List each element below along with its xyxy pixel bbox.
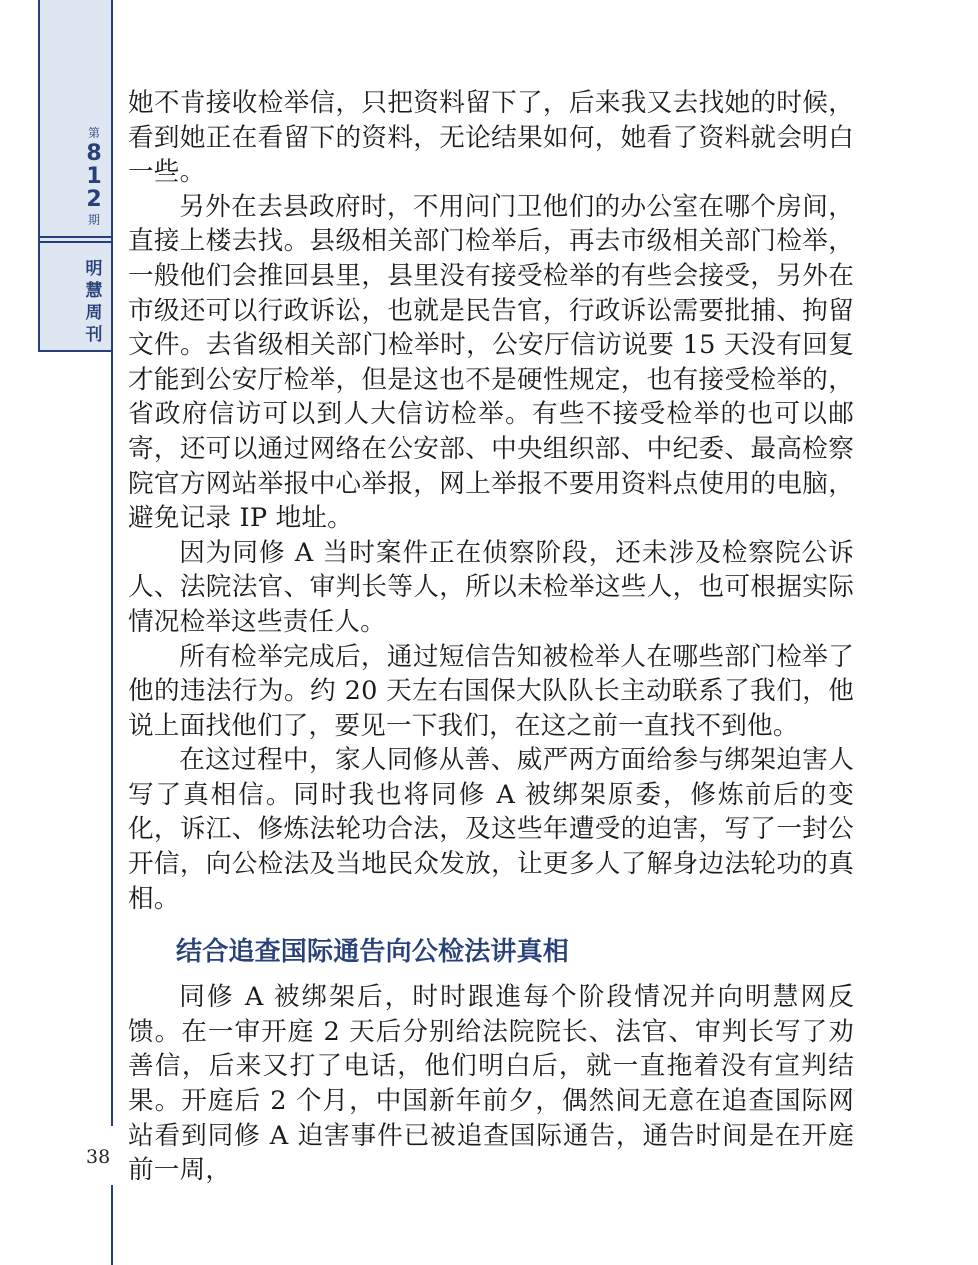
issue-digit: 2 bbox=[86, 187, 102, 212]
paragraph: 另外在去县政府时，不用问门卫他们的办公室在哪个房间，直接上楼去找。县级相关部门检举后，再去市级相关部门检举，一般他们会推回县里，县里没有接受检举的有些会接受，另外在市级还可以行政诉讼，也就是民告官，行政诉讼需要批捕、拘留文件。去省级相关部门检举时，公安厅信访说要 15 天没有回复才能到公安厅检举，但是这也不是硬性规定，也有接受检举的，省政府信访可以到人大信访检举。有些不接受检举的也可以邮寄，还可以通过网络在公安部、中央组织部、中纪委、最高检察院官方网站举报中心举报，网上举报不要用资料点使用的电脑，避免记录 IP 地址。 bbox=[128, 191, 854, 534]
sidebar-bottom-line bbox=[38, 350, 112, 352]
paragraph: 所有检举完成后，通过短信告知被检举人在哪些部门检举了他的违法行为。约 20 天左右国保大队队长主动联系了我们，他说上面找他们了，要见一下我们，在这之前一直找不到他。 bbox=[128, 641, 854, 741]
issue-digit: 8 bbox=[86, 141, 102, 166]
spine-line-lower bbox=[111, 1185, 113, 1265]
section-heading: 结合追查国际通告向公检法讲真相 bbox=[176, 937, 570, 968]
magazine-char: 刊 bbox=[85, 325, 103, 345]
sidebar-divider-top bbox=[38, 236, 112, 238]
paragraph: 在这过程中，家人同修从善、威严两方面给参与绑架迫害人写了真相信。同时我也将同修 A 被绑架原委，修炼前后的变化，诉江、修炼法轮功合法，及这些年遭受的迫害，写了一封公开信，向公检法及当地民众发放，让更多人了解身边法轮功的真相。 bbox=[128, 745, 854, 914]
magazine-name bbox=[78, 258, 110, 346]
magazine-char: 慧 bbox=[85, 281, 103, 301]
magazine-char: 明 bbox=[85, 259, 103, 279]
issue-number bbox=[78, 124, 110, 229]
magazine-char: 周 bbox=[85, 303, 103, 323]
paragraph: 因为同修 A 当时案件正在侦察阶段，还未涉及检察院公诉人、法院法官、审判长等人，所以未检举这些人，也可根据实际情况检举这些责任人。 bbox=[128, 537, 854, 637]
issue-prefix: 第 bbox=[87, 126, 100, 140]
issue-suffix: 期 bbox=[87, 213, 100, 227]
page-number: 38 bbox=[86, 1146, 111, 1168]
article-body bbox=[128, 86, 854, 1188]
spine-line bbox=[111, 0, 113, 1126]
paragraph: 她不肯接收检举信，只把资料留下了，后来我又去找她的时候，看到她正在看留下的资料，无论结果如何，她看了资料就会明白一些。 bbox=[128, 88, 854, 188]
paragraph: 同修 A 被绑架后，时时跟進每个阶段情况并向明慧网反馈。在一审开庭 2 天后分别给法院院长、法官、审判长写了劝善信，后来又打了电话，他们明白后，就一直拖着没有宣判结果。开庭后 2 个月，中国新年前夕，偶然间无意在追查国际网站看到同修 A 迫害事件已被追查国际通告，通告时间是在开庭前一周， bbox=[128, 982, 854, 1186]
issue-digit: 1 bbox=[86, 164, 102, 189]
sidebar-edge-line bbox=[38, 0, 40, 352]
sidebar-divider-bottom bbox=[38, 241, 112, 243]
